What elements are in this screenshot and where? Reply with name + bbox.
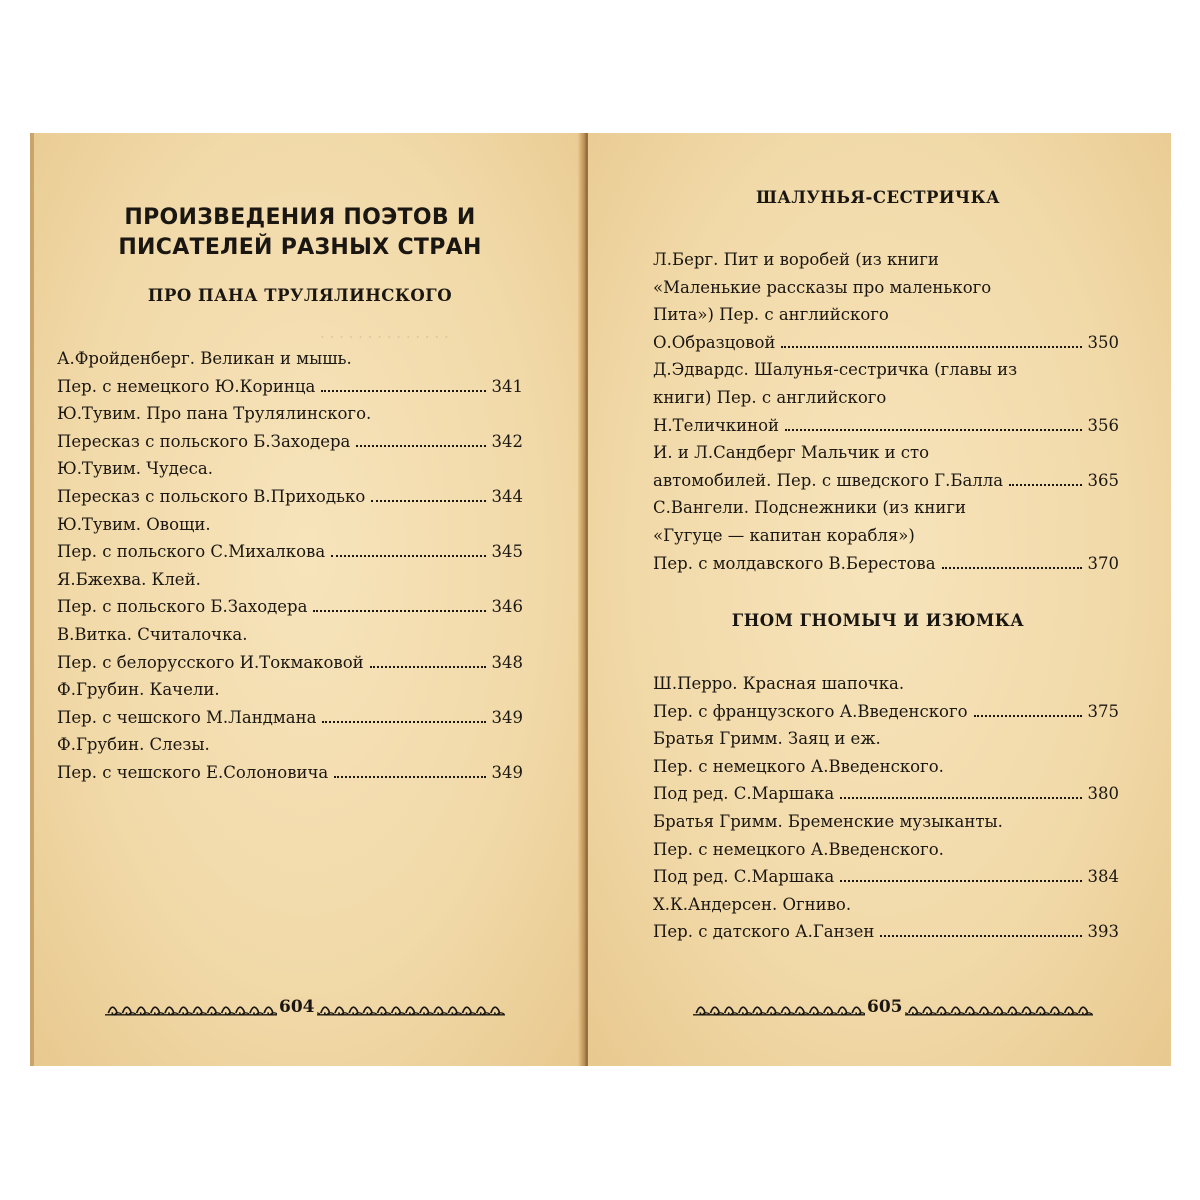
entry-text: Пер. с немецкого А.Введенского.	[653, 839, 944, 859]
dot-leader	[942, 567, 1082, 569]
dot-leader	[371, 500, 485, 502]
entry-text: Пер. с датского А.Ганзен	[653, 922, 875, 942]
entry-page-number: 365	[1087, 470, 1119, 490]
toc-entry	[57, 377, 523, 405]
dot-leader	[785, 429, 1081, 431]
entry-page-number: 384	[1087, 867, 1119, 887]
entry-page-number: 349	[491, 707, 523, 727]
dot-leader	[840, 797, 1081, 799]
entry-text: Л.Берг. Пит и воробей (из книги	[653, 250, 939, 269]
toc-entry	[653, 554, 1119, 582]
entry-page-number: 349	[491, 762, 523, 782]
dot-leader	[322, 721, 485, 723]
toc-entry	[653, 250, 1119, 278]
toc-entry	[57, 542, 523, 570]
toc-entry	[57, 487, 523, 515]
entry-page-number: 348	[491, 652, 523, 672]
entry-text: Пер. с чешского М.Ландмана	[57, 707, 317, 727]
entry-text: Братья Гримм. Заяц и еж.	[653, 729, 881, 749]
entry-text: Ю.Тувим. Про пана Трулялинского.	[57, 404, 372, 424]
entry-page-number: 370	[1087, 553, 1119, 573]
toc-entry	[653, 278, 1119, 306]
dot-leader	[334, 776, 485, 778]
toc-entry	[57, 763, 523, 791]
toc-entry	[57, 432, 523, 460]
entry-page-number: 380	[1087, 784, 1119, 804]
entry-text: И. и Л.Сандберг Мальчик и сто	[653, 443, 930, 463]
toc-entry	[653, 840, 1119, 868]
entry-text: Пер. с молдавского В.Берестова	[653, 553, 936, 573]
dot-leader	[356, 445, 485, 447]
right-page	[588, 133, 1171, 1066]
book-spread	[30, 133, 1171, 1066]
entry-text: Пересказ с польского Б.Заходера	[57, 431, 351, 451]
dot-leader	[781, 346, 1081, 348]
entry-text: Я.Бжехва. Клей.	[57, 569, 201, 589]
entry-page-number: 350	[1087, 332, 1119, 352]
entry-text: Пер. с французского А.Введенского	[653, 701, 968, 721]
toc-entry	[653, 757, 1119, 785]
toc-entry	[653, 360, 1119, 388]
page-number: 604	[279, 997, 315, 1017]
toc-entry	[653, 895, 1119, 923]
toc-entry	[653, 333, 1119, 361]
entry-text: С.Вангели. Подснежники (из книги	[653, 498, 967, 518]
entry-page-number: 375	[1087, 701, 1119, 721]
toc-entry	[57, 708, 523, 736]
page-number: 605	[867, 997, 903, 1017]
toc-entry	[653, 674, 1119, 702]
entry-text: Под ред. С.Маршака	[653, 784, 835, 804]
entry-text: книги) Пер. с английского	[653, 387, 887, 407]
section-subheading: ПРО ПАНА ТРУЛЯЛИНСКОГО	[147, 286, 453, 305]
dot-leader	[321, 390, 485, 392]
section-heading-line-1: ПРОИЗВЕДЕНИЯ ПОЭТОВ И	[124, 205, 476, 230]
entry-text: «Маленькие рассказы про маленького	[653, 277, 992, 297]
toc-entry	[653, 729, 1119, 757]
toc-entry	[57, 653, 523, 681]
entry-text: Пита») Пер. с английского	[653, 305, 889, 325]
entry-page-number: 346	[491, 597, 523, 617]
entry-text: Пер. с польского Б.Заходера	[57, 597, 308, 617]
entry-text: Ф.Грубин. Слезы.	[57, 735, 210, 755]
toc-entry	[57, 597, 523, 625]
toc-entry	[653, 702, 1119, 730]
entry-text: Ф.Грубин. Качели.	[57, 680, 220, 700]
dot-leader	[370, 666, 486, 668]
entry-text: Ш.Перро. Красная шапочка.	[653, 674, 905, 693]
entry-page-number: 356	[1087, 415, 1119, 435]
entry-text: Братья Гримм. Бременские музыканты.	[653, 811, 1003, 831]
toc-entry	[653, 443, 1119, 471]
toc-entry	[653, 305, 1119, 333]
entry-text: Д.Эдвардс. Шалунья-сестричка (главы из	[653, 360, 1018, 380]
toc-entry	[57, 735, 523, 763]
toc-entry	[653, 526, 1119, 554]
entry-text: В.Витка. Считалочка.	[57, 624, 248, 644]
entry-text: Х.К.Андерсен. Огниво.	[653, 894, 852, 914]
entry-page-number: 345	[491, 542, 523, 562]
toc-entry	[653, 784, 1119, 812]
toc-entry	[653, 867, 1119, 895]
entry-text: А.Фройденберг. Великан и мышь.	[57, 349, 352, 368]
toc-entry	[57, 404, 523, 432]
toc-entry	[57, 680, 523, 708]
toc-entry	[653, 922, 1119, 950]
toc-entry	[57, 459, 523, 487]
toc-list-left	[57, 349, 523, 791]
entry-text: Пер. с чешского Е.Солоновича	[57, 762, 329, 782]
toc-entry	[57, 625, 523, 653]
entry-page-number: 341	[491, 376, 523, 396]
dot-leader	[880, 935, 1081, 937]
entry-page-number: 344	[491, 486, 523, 506]
section-heading-line-2: ПИСАТЕЛЕЙ РАЗНЫХ СТРАН	[118, 235, 482, 260]
dot-leader	[840, 880, 1081, 882]
toc-entry	[653, 388, 1119, 416]
toc-entry	[57, 515, 523, 543]
toc-list-right-2	[653, 674, 1119, 950]
dot-leader	[331, 555, 485, 557]
toc-entry	[57, 570, 523, 598]
toc-entry	[57, 349, 523, 377]
dot-leader	[313, 610, 485, 612]
entry-text: Н.Теличкиной	[653, 415, 780, 435]
toc-entry	[653, 471, 1119, 499]
entry-text: Пересказ с польского В.Приходько	[57, 486, 366, 506]
toc-list-right-1	[653, 250, 1119, 581]
entry-text: Пер. с немецкого Ю.Коринца	[57, 376, 316, 396]
toc-entry	[653, 498, 1119, 526]
entry-text: Пер. с немецкого А.Введенского.	[653, 756, 944, 776]
entry-text: О.Образцовой	[653, 332, 776, 352]
bleed-through-text: · · · · · · · · · · · · · ·	[320, 328, 449, 346]
entry-text: Пер. с белорусского И.Токмаковой	[57, 652, 364, 672]
section-title-1: ШАЛУНЬЯ-СЕСТРИЧКА	[755, 188, 1001, 207]
dot-leader	[1009, 484, 1081, 486]
toc-entry	[653, 812, 1119, 840]
dot-leader	[974, 715, 1082, 717]
entry-text: Ю.Тувим. Чудеса.	[57, 459, 213, 479]
entry-page-number: 342	[491, 431, 523, 451]
page-edge	[30, 133, 34, 1066]
entry-text: «Гугуце — капитан корабля»)	[653, 525, 915, 545]
entry-text: Ю.Тувим. Овощи.	[57, 514, 211, 534]
entry-text: Пер. с польского С.Михалкова	[57, 542, 326, 562]
entry-page-number: 393	[1087, 922, 1119, 942]
toc-entry	[653, 416, 1119, 444]
left-page	[30, 133, 583, 1066]
section-title-2: ГНОМ ГНОМЫЧ И ИЗЮМКА	[731, 611, 1025, 630]
entry-text: Под ред. С.Маршака	[653, 867, 835, 887]
entry-text: автомобилей. Пер. с шведского Г.Балла	[653, 470, 1004, 490]
